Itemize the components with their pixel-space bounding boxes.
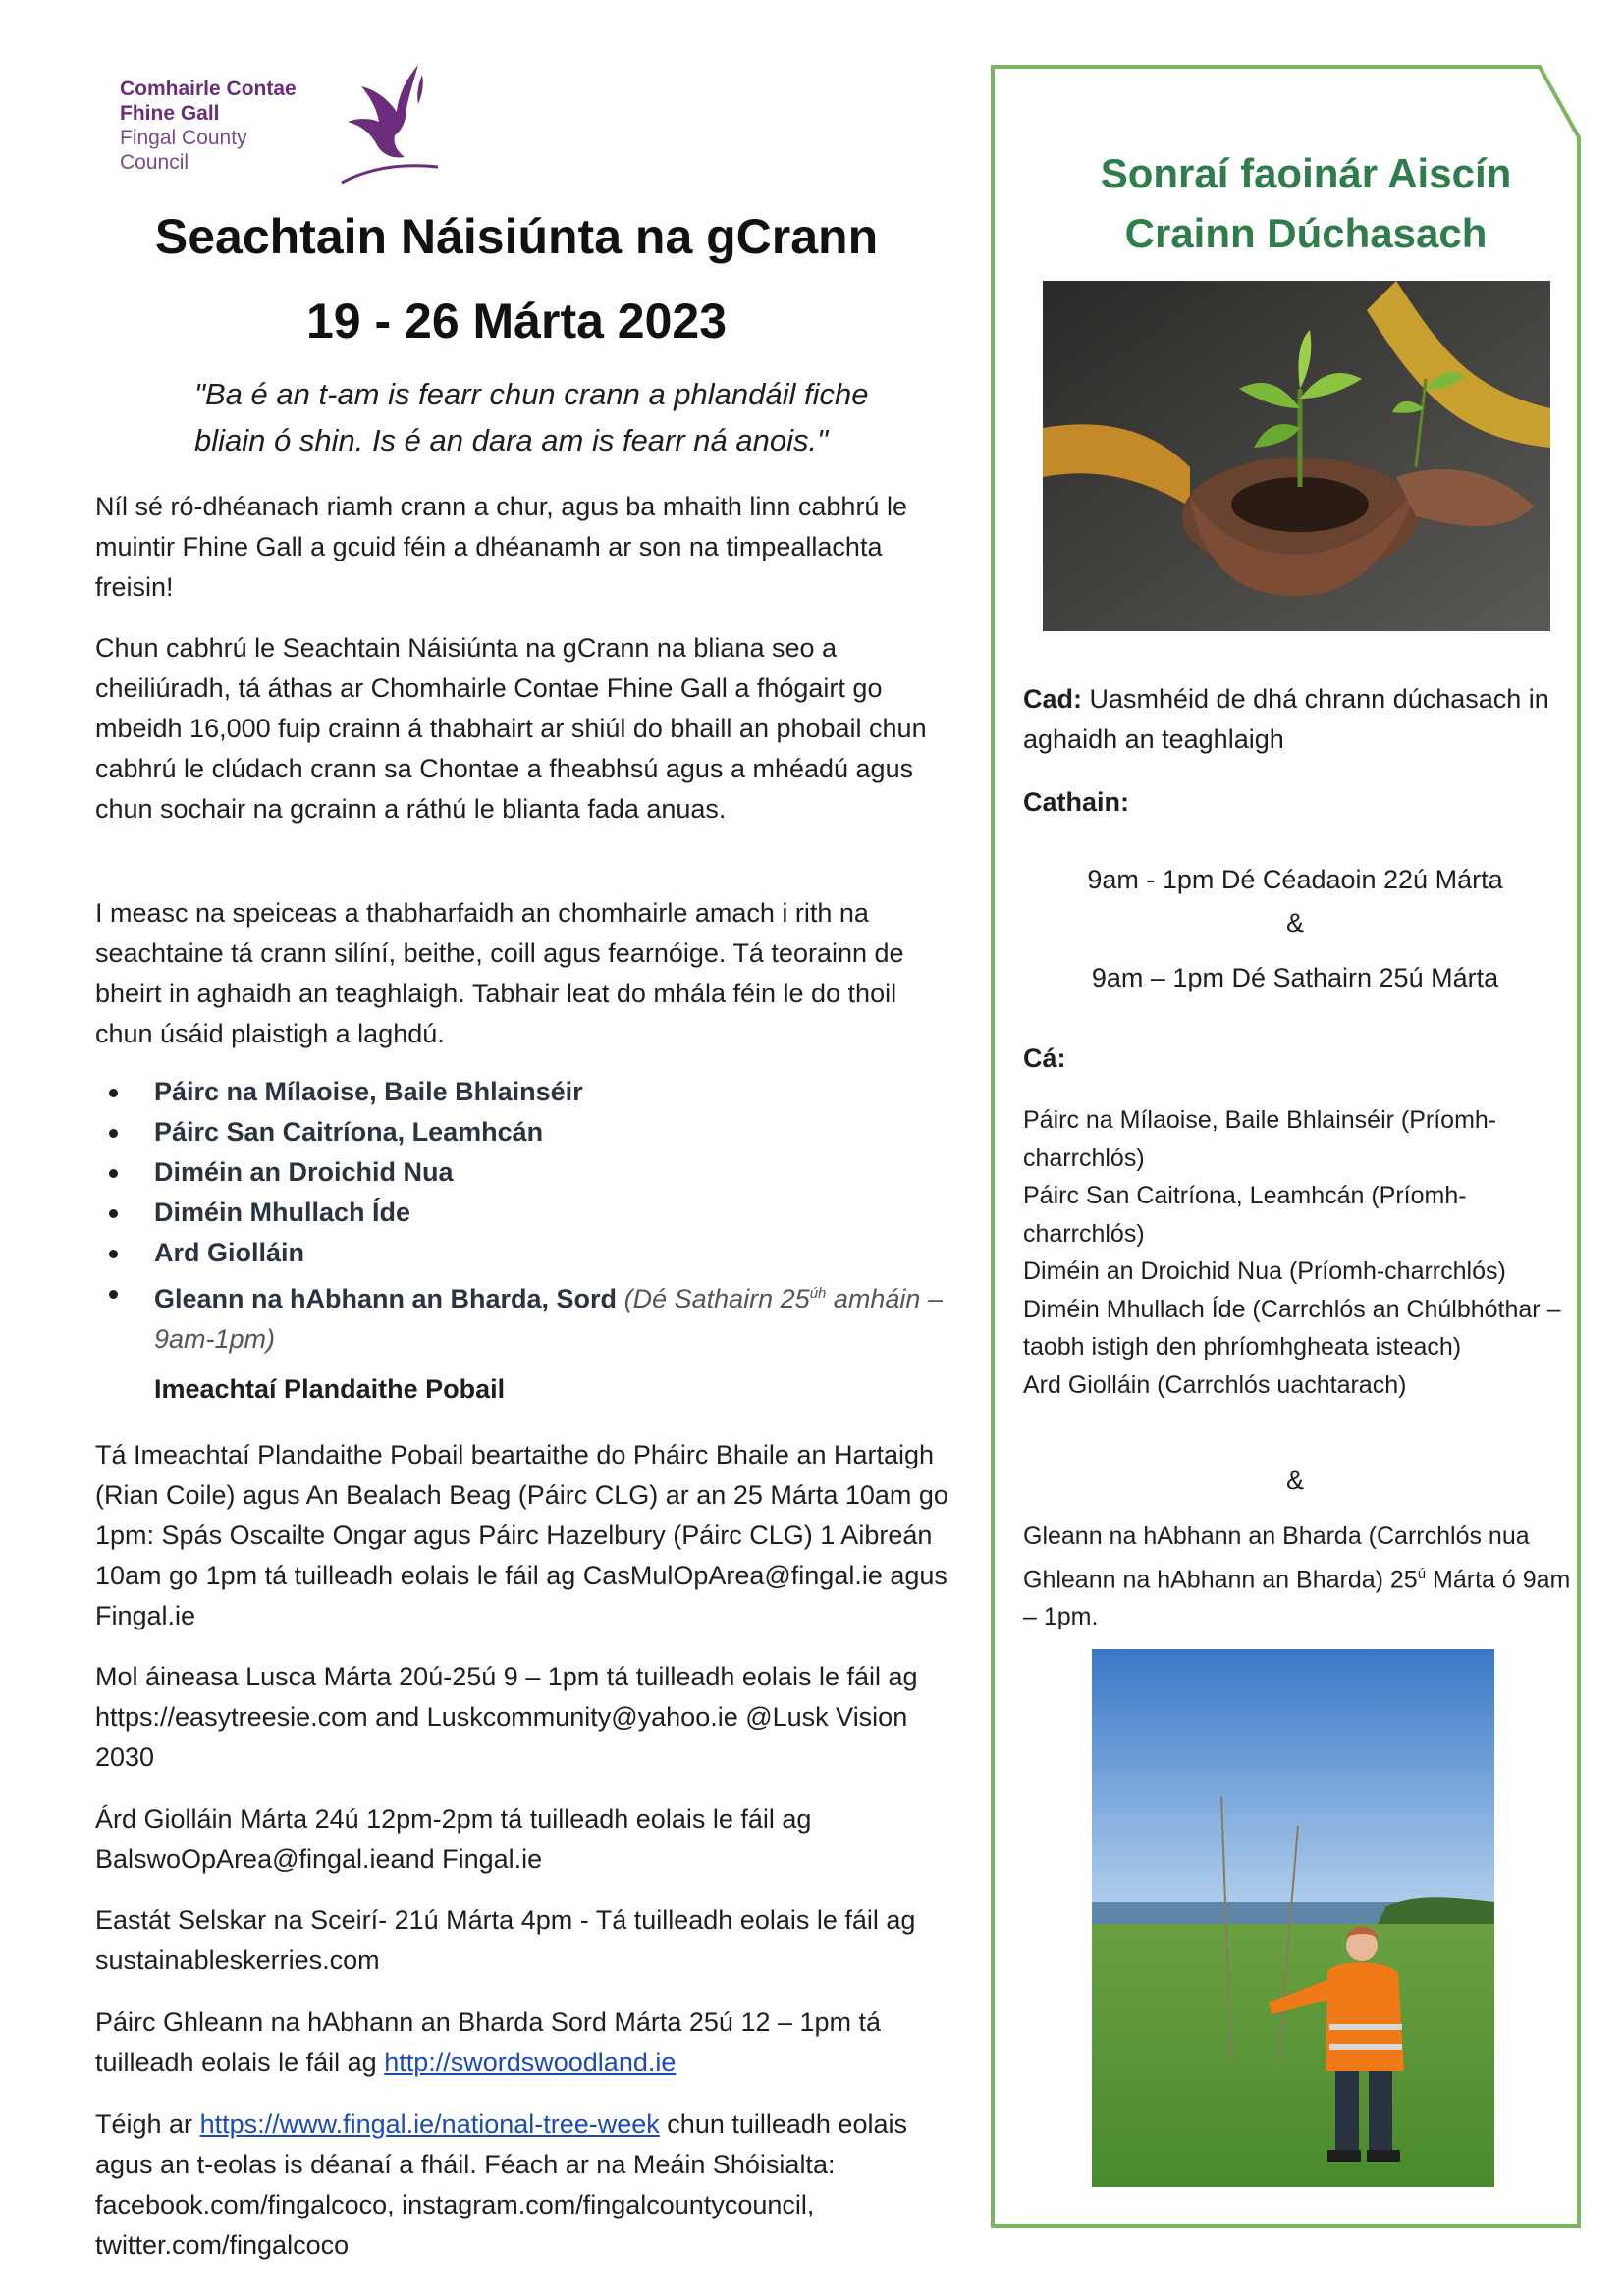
bullet [109, 1089, 118, 1097]
event-paragraph-5 [95, 2002, 959, 2083]
event-paragraph-2: Mol áineasa Lusca Márta 20ú-25ú 9 – 1pm tá tuilleadh eolais le fáil ag https://easytreesie.com and Luskcommunity@yahoo.ie @Lusk Vision 2030 [95, 1662, 918, 1772]
logo-text [120, 77, 297, 175]
list-item [95, 1112, 959, 1152]
final-post-text: chun tuilleadh eolais agus an t-eolas is déanaí a fháil. Féach ar na Meáin Shóisialta: facebook.com/fingalcoco, instagram.com/fingalcountycouncil, twitter.com/fingalcoco [95, 2109, 907, 2260]
list-item: Páirc San Caitríona, Leamhcán (Príomh-charrchlós) [1023, 1182, 1467, 1248]
events-heading: Imeachtaí Plandaithe Pobail [154, 1374, 506, 1404]
bullet [109, 1209, 118, 1218]
venue-note-post: amháin – 9am-1pm) [154, 1284, 943, 1354]
swords-woodland-link[interactable]: http://swordswoodland.ie [384, 2048, 677, 2077]
event-dates: 19 - 26 Márta 2023 [305, 294, 728, 348]
location-list [1023, 1101, 1573, 1404]
gleann-pre: Gleann na hAbhann an Bharda (Carrchlós nua Ghleann na hAbhann an Bharda) 25 [1023, 1522, 1530, 1593]
tree-planting-photo [1092, 1649, 1494, 2187]
venue-list [95, 1072, 959, 1360]
event-5-text: Páirc Ghleann na hAbhann an Bharda Sord Márta 25ú 12 – 1pm tá tuilleadh eolais le fáil ag [95, 2007, 882, 2077]
venue-note-sup: úh [809, 1285, 827, 1302]
gleann-sup: ú [1417, 1565, 1427, 1582]
when-label: Cathain: [1023, 787, 1129, 817]
venue-name: Páirc na Mílaoise, Baile Bhlainséir [154, 1077, 583, 1106]
seedling-hands-photo [1043, 281, 1550, 631]
ampersand-2: & [1285, 1466, 1304, 1495]
venue-name: Gleann na hAbhann an Bharda, Sord [154, 1284, 618, 1313]
giveaway-paragraph: Chun cabhrú le Seachtain Náisiúnta na gCrann na bliana seo a cheiliúradh, tá áthas ar Chomhairle Contae Fhine Gall a fhógairt go mbeidh 16,000 fuip crainn á thabhairt ar shiúl do bhaill an phobail chun cabhrú le clúdach crann sa Chontae a fheabhsú agus a mhéadú agus chun sochair na gcrainn a ráthú le blianta fada anuas. [95, 633, 927, 824]
intro-paragraph: Níl sé ró-dhéanach riamh crann a chur, agus ba mhaith linn cabhrú le muintir Fhine Gall a gcuid féin a dhéanamh ar son na timpeallachta freisin! [95, 492, 907, 602]
bullet [109, 1290, 118, 1299]
time-slot-1: 9am - 1pm Dé Céadaoin 22ú Márta [1087, 865, 1503, 894]
quote [194, 371, 960, 463]
list-item: Ard Giolláin (Carrchlós uachtarach) [1023, 1370, 1407, 1399]
final-pre-text: Téigh ar [95, 2109, 200, 2139]
bird-logo-icon [328, 61, 444, 188]
what-section [1023, 679, 1573, 760]
list-item: Páirc na Mílaoise, Baile Bhlainséir (Príomh-charrchlós) [1023, 1106, 1497, 1172]
tree-week-link[interactable]: https://www.fingal.ie/national-tree-week [199, 2109, 660, 2139]
ampersand-1: & [1285, 908, 1304, 937]
council-logo [120, 61, 444, 188]
list-item [95, 1072, 959, 1112]
event-paragraph-4: Eastát Selskar na Sceirí- 21ú Márta 4pm - Tá tuilleadh eolais le fáil ag sustainableskerries.com [95, 1905, 916, 1975]
list-item [95, 1193, 959, 1233]
page-title: Seachtain Náisiúnta na gCrann [154, 209, 879, 264]
venue-name: Diméin Mhullach Íde [154, 1198, 411, 1227]
gleann-post: Márta ó 9am – 1pm. [1023, 1565, 1571, 1631]
logo-line-2: Fhine Gall [120, 102, 220, 125]
what-label: Cad: [1023, 684, 1082, 714]
logo-line-3: Fingal County [120, 127, 247, 149]
venue-note-pre: (Dé Sathairn 25 [623, 1284, 810, 1313]
time-slot-2: 9am – 1pm Dé Sathairn 25ú Márta [1091, 963, 1499, 992]
list-item [95, 1152, 959, 1193]
where-label: Cá: [1023, 1043, 1066, 1073]
bullet [109, 1169, 118, 1178]
species-paragraph: I measc na speiceas a thabharfaidh an chomhairle amach i rith na seachtaine tá crann silíní, beithe, coill agus fearnóige. Tá teorainn de bheirt in aghaidh an teaghlaigh. Tabhair leat do mhála féin le do thoil chun úsáid plaistigh a laghdú. [95, 898, 904, 1048]
gleann-location [1023, 1518, 1573, 1636]
info-box-title-line-1: Sonraí faoinár Aiscín [1100, 150, 1512, 196]
info-box-title [1011, 143, 1600, 263]
quote-line-1: "Ba é an t-am is fearr chun crann a phlandáil fiche [194, 377, 869, 411]
logo-line-4: Council [120, 151, 189, 174]
list-item [95, 1233, 959, 1273]
list-item: Diméin an Droichid Nua (Príomh-charrchlós) [1023, 1257, 1506, 1285]
final-paragraph [95, 2105, 959, 2266]
event-paragraph-1: Tá Imeachtaí Plandaithe Pobail beartaithe do Pháirc Bhaile an Hartaigh (Rian Coile) agus An Bealach Beag (Páirc CLG) ar an 25 Márta 10am go 1pm: Spás Oscailte Ongar agus Páirc Hazelbury (Páirc CLG) 1 Aibreán 10am go 1pm tá tuilleadh eolais le fáil ag CasMulOpArea@fingal.ie agus Fingal.ie [95, 1440, 948, 1630]
event-paragraph-3: Árd Giolláin Márta 24ú 12pm-2pm tá tuilleadh eolais le fáil ag BalswoOpArea@fingal.ieand Fingal.ie [95, 1804, 812, 1874]
list-item: Diméin Mhullach Íde (Carrchlós an Chúlbhóthar – taobh istigh den phríomhgheata isteach) [1023, 1295, 1561, 1361]
info-box-title-line-2: Crainn Dúchasach [1124, 210, 1488, 256]
logo-line-1: Comhairle Contae [120, 78, 297, 100]
bullet [109, 1250, 118, 1258]
venue-name: Diméin an Droichid Nua [154, 1157, 454, 1187]
what-text: Uasmhéid de dhá chrann dúchasach in aghaidh an teaghlaigh [1023, 684, 1549, 754]
venue-name: Ard Giolláin [154, 1238, 305, 1267]
list-item [95, 1273, 959, 1360]
venue-name: Páirc San Caitríona, Leamhcán [154, 1117, 544, 1147]
bullet [109, 1129, 118, 1138]
quote-line-2: bliain ó shin. Is é an dara am is fearr ná anois." [194, 423, 829, 457]
